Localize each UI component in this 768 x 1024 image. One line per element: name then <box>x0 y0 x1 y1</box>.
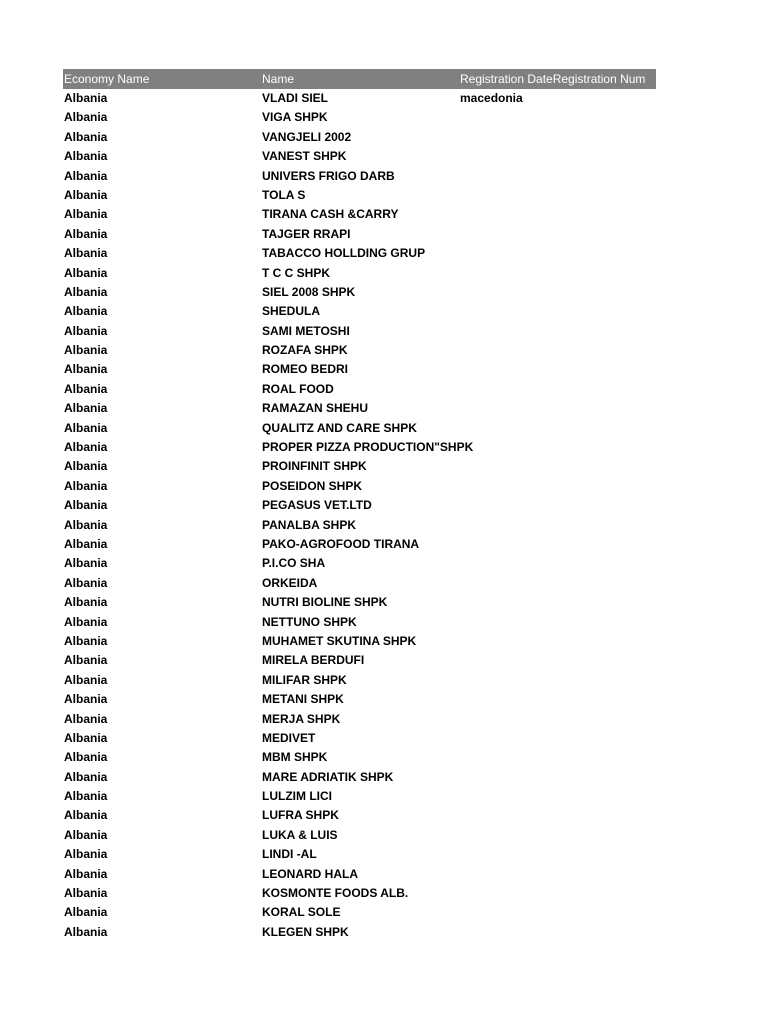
name-cell: MARE ADRIATIK SHPK <box>262 769 394 784</box>
table-row <box>63 225 656 244</box>
economy-cell: Albania <box>64 323 108 338</box>
economy-cell: Albania <box>64 498 108 513</box>
name-cell: MILIFAR SHPK <box>262 672 347 687</box>
economy-cell: Albania <box>64 633 108 648</box>
name-cell: VANEST SHPK <box>262 149 347 164</box>
name-cell: LEONARD HALA <box>262 866 358 881</box>
economy-cell: Albania <box>64 692 108 707</box>
name-cell: KORAL SOLE <box>262 905 341 920</box>
table-row <box>63 205 656 224</box>
economy-cell: Albania <box>64 614 108 629</box>
name-cell: ORKEIDA <box>262 575 318 590</box>
economy-cell: Albania <box>64 284 108 299</box>
name-cell: PEGASUS VET.LTD <box>262 498 372 513</box>
table-row <box>63 632 656 651</box>
economy-cell: Albania <box>64 401 108 416</box>
name-cell: T C C SHPK <box>262 265 331 280</box>
table-row <box>63 457 656 476</box>
name-cell: LUKA & LUIS <box>262 827 338 842</box>
table-row <box>63 806 656 825</box>
registration-date-cell: macedonia <box>460 91 523 105</box>
economy-cell: Albania <box>64 459 108 474</box>
table-row <box>63 710 656 729</box>
economy-cell: Albania <box>64 149 108 164</box>
name-cell: ROAL FOOD <box>262 381 334 396</box>
economy-cell: Albania <box>64 924 108 939</box>
name-cell: PAKO-AGROFOOD TIRANA <box>262 536 420 551</box>
name-cell: KLEGEN SHPK <box>262 924 349 939</box>
table-row <box>63 89 656 108</box>
name-cell: TABACCO HOLLDING GRUP <box>262 246 426 261</box>
table-row <box>63 419 656 438</box>
table-row <box>63 360 656 379</box>
name-cell: METANI SHPK <box>262 692 344 707</box>
name-cell: MBM SHPK <box>262 750 328 765</box>
name-cell: VIGA SHPK <box>262 110 328 125</box>
name-cell: TOLA S <box>262 187 306 202</box>
name-cell: LUFRA SHPK <box>262 808 339 823</box>
economy-cell: Albania <box>64 711 108 726</box>
economy-cell: Albania <box>64 226 108 241</box>
name-cell: ROMEO BEDRI <box>262 362 349 377</box>
table-row <box>63 302 656 321</box>
name-cell: MERJA SHPK <box>262 711 341 726</box>
economy-cell: Albania <box>64 517 108 532</box>
economy-cell: Albania <box>64 750 108 765</box>
name-cell: PROPER PIZZA PRODUCTION"SHPK <box>262 440 474 455</box>
name-cell: QUALITZ AND CARE SHPK <box>262 420 417 435</box>
table-body <box>63 89 656 942</box>
economy-cell: Albania <box>64 187 108 202</box>
table-row <box>63 399 656 418</box>
header-registration-number: Registration Num <box>552 72 646 86</box>
table-row <box>63 322 656 341</box>
name-cell: UNIVERS FRIGO DARB <box>262 168 395 183</box>
name-cell: ROZAFA SHPK <box>262 343 348 358</box>
economy-cell: Albania <box>64 420 108 435</box>
table-row <box>63 516 656 535</box>
table-row <box>63 593 656 612</box>
table-row <box>63 438 656 457</box>
table-row <box>63 651 656 670</box>
name-cell: SAMI METOSHI <box>262 323 350 338</box>
economy-cell: Albania <box>64 827 108 842</box>
economy-cell: Albania <box>64 769 108 784</box>
table-row <box>63 554 656 573</box>
economy-cell: Albania <box>64 905 108 920</box>
economy-cell: Albania <box>64 536 108 551</box>
name-cell: POSEIDON SHPK <box>262 478 363 493</box>
name-cell: RAMAZAN SHEHU <box>262 401 368 416</box>
header-registration-date: Registration Date <box>460 72 553 86</box>
economy-cell: Albania <box>64 129 108 144</box>
company-registry-table <box>63 69 656 942</box>
name-cell: NETTUNO SHPK <box>262 614 357 629</box>
economy-cell: Albania <box>64 847 108 862</box>
name-cell: TAJGER RRAPI <box>262 226 351 241</box>
table-header-row <box>63 69 656 89</box>
table-row <box>63 341 656 360</box>
table-row <box>63 671 656 690</box>
name-cell: P.I.CO SHA <box>262 556 326 571</box>
economy-cell: Albania <box>64 595 108 610</box>
economy-cell: Albania <box>64 91 108 105</box>
economy-cell: Albania <box>64 168 108 183</box>
economy-cell: Albania <box>64 362 108 377</box>
table-row <box>63 768 656 787</box>
economy-cell: Albania <box>64 653 108 668</box>
table-row <box>63 845 656 864</box>
table-row <box>63 787 656 806</box>
table-row <box>63 903 656 922</box>
economy-cell: Albania <box>64 207 108 222</box>
table-row <box>63 264 656 283</box>
table-row <box>63 729 656 748</box>
header-economy-name: Economy Name <box>64 72 150 86</box>
table-row <box>63 108 656 127</box>
table-row <box>63 884 656 903</box>
economy-cell: Albania <box>64 789 108 804</box>
economy-cell: Albania <box>64 246 108 261</box>
table-row <box>63 244 656 263</box>
name-cell: VLADI SIEL <box>262 91 329 105</box>
table-row <box>63 923 656 942</box>
name-cell: PROINFINIT SHPK <box>262 459 367 474</box>
economy-cell: Albania <box>64 886 108 901</box>
economy-cell: Albania <box>64 866 108 881</box>
table-row <box>63 477 656 496</box>
table-row <box>63 147 656 166</box>
table-row <box>63 574 656 593</box>
name-cell: LINDI -AL <box>262 847 317 862</box>
economy-cell: Albania <box>64 672 108 687</box>
economy-cell: Albania <box>64 575 108 590</box>
economy-cell: Albania <box>64 440 108 455</box>
table-row <box>63 535 656 554</box>
table-row <box>63 380 656 399</box>
economy-cell: Albania <box>64 381 108 396</box>
name-cell: SHEDULA <box>262 304 321 319</box>
name-cell: MEDIVET <box>262 730 316 745</box>
table-row <box>63 690 656 709</box>
name-cell: KOSMONTE FOODS ALB. <box>262 886 409 901</box>
table-row <box>63 496 656 515</box>
table-row <box>63 167 656 186</box>
table-row <box>63 613 656 632</box>
name-cell: MUHAMET SKUTINA SHPK <box>262 633 417 648</box>
economy-cell: Albania <box>64 304 108 319</box>
economy-cell: Albania <box>64 265 108 280</box>
header-name: Name <box>262 72 295 86</box>
economy-cell: Albania <box>64 343 108 358</box>
economy-cell: Albania <box>64 808 108 823</box>
name-cell: TIRANA CASH &CARRY <box>262 207 399 222</box>
table-row <box>63 826 656 845</box>
table-row <box>63 865 656 884</box>
name-cell: SIEL 2008 SHPK <box>262 284 356 299</box>
table-row <box>63 748 656 767</box>
name-cell: VANGJELI 2002 <box>262 129 352 144</box>
name-cell: NUTRI BIOLINE SHPK <box>262 595 388 610</box>
name-cell: MIRELA BERDUFI <box>262 653 365 668</box>
economy-cell: Albania <box>64 110 108 125</box>
name-cell: PANALBA SHPK <box>262 517 357 532</box>
table-row <box>63 128 656 147</box>
economy-cell: Albania <box>64 556 108 571</box>
name-cell: LULZIM LICI <box>262 789 332 804</box>
economy-cell: Albania <box>64 730 108 745</box>
table-row <box>63 283 656 302</box>
table-row <box>63 186 656 205</box>
economy-cell: Albania <box>64 478 108 493</box>
